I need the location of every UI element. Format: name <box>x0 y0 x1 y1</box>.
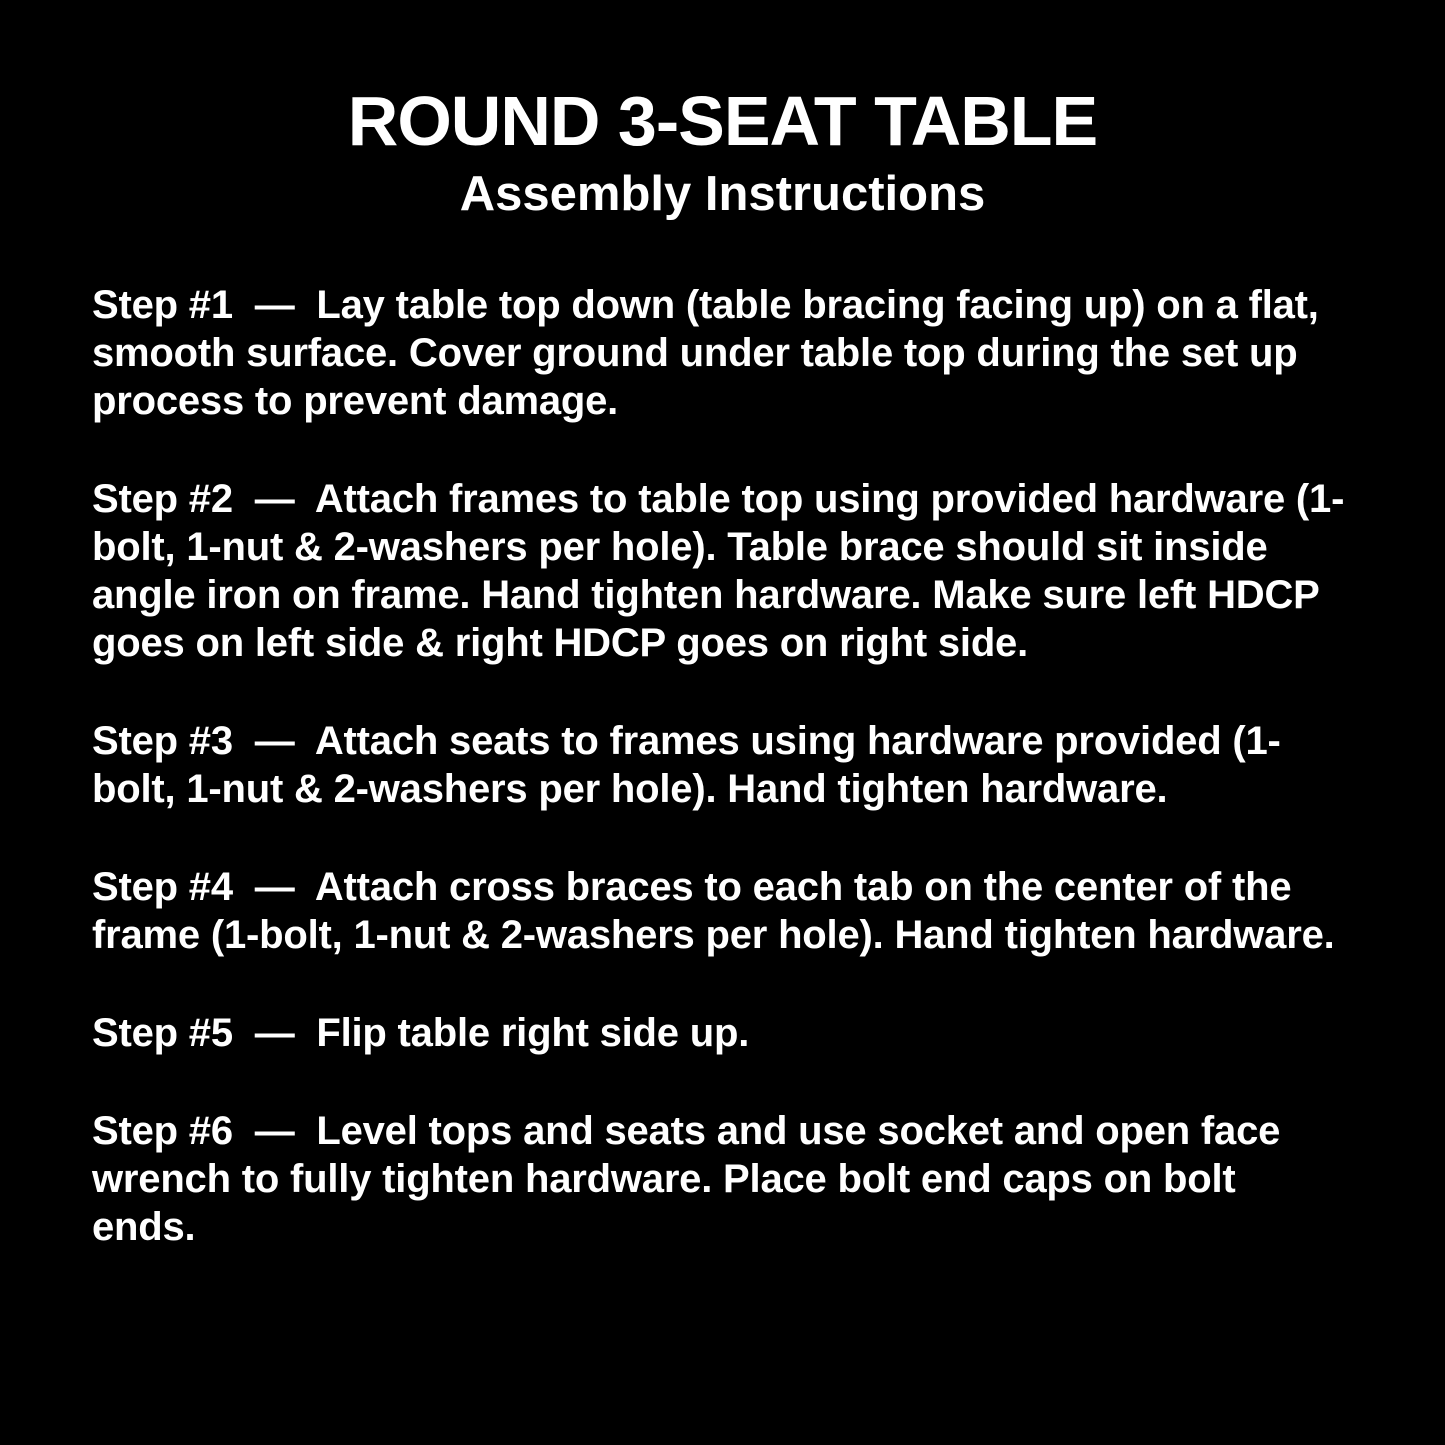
step-4-paragraph: Step #4 — Attach cross braces to each tab on the center of the frame (1-bolt, 1-nut & 2-washers per hole). Hand tighten hardware. <box>92 865 1335 957</box>
step-5-paragraph: Step #5 — Flip table right side up. <box>92 1011 750 1055</box>
step-1-paragraph: Step #1 — Lay table top down (table bracing facing up) on a flat, smooth surface. Cover ground under table top during the set up process to prevent damage. <box>92 283 1330 423</box>
steps-list <box>92 281 1345 1251</box>
page-subtitle: Assembly Instructions <box>459 167 986 221</box>
step-3-paragraph: Step #3 — Attach seats to frames using hardware provided (1-bolt, 1-nut & 2-washers per hole). Hand tighten hardware. <box>92 719 1281 811</box>
step-6-paragraph: Step #6 — Level tops and seats and use socket and open face wrench to fully tighten hardware. Place bolt end caps on bolt ends. <box>92 1109 1292 1249</box>
step-2-paragraph: Step #2 — Attach frames to table top using provided hardware (1-bolt, 1-nut & 2-washers per hole). Table brace should sit inside angle iron on frame. Hand tighten hardware. Make sure left HDCP goes on left side & right HDCP goes on right side. <box>92 477 1345 665</box>
header <box>0 0 1445 219</box>
page-title: ROUND 3-SEAT TABLE <box>347 82 1098 160</box>
